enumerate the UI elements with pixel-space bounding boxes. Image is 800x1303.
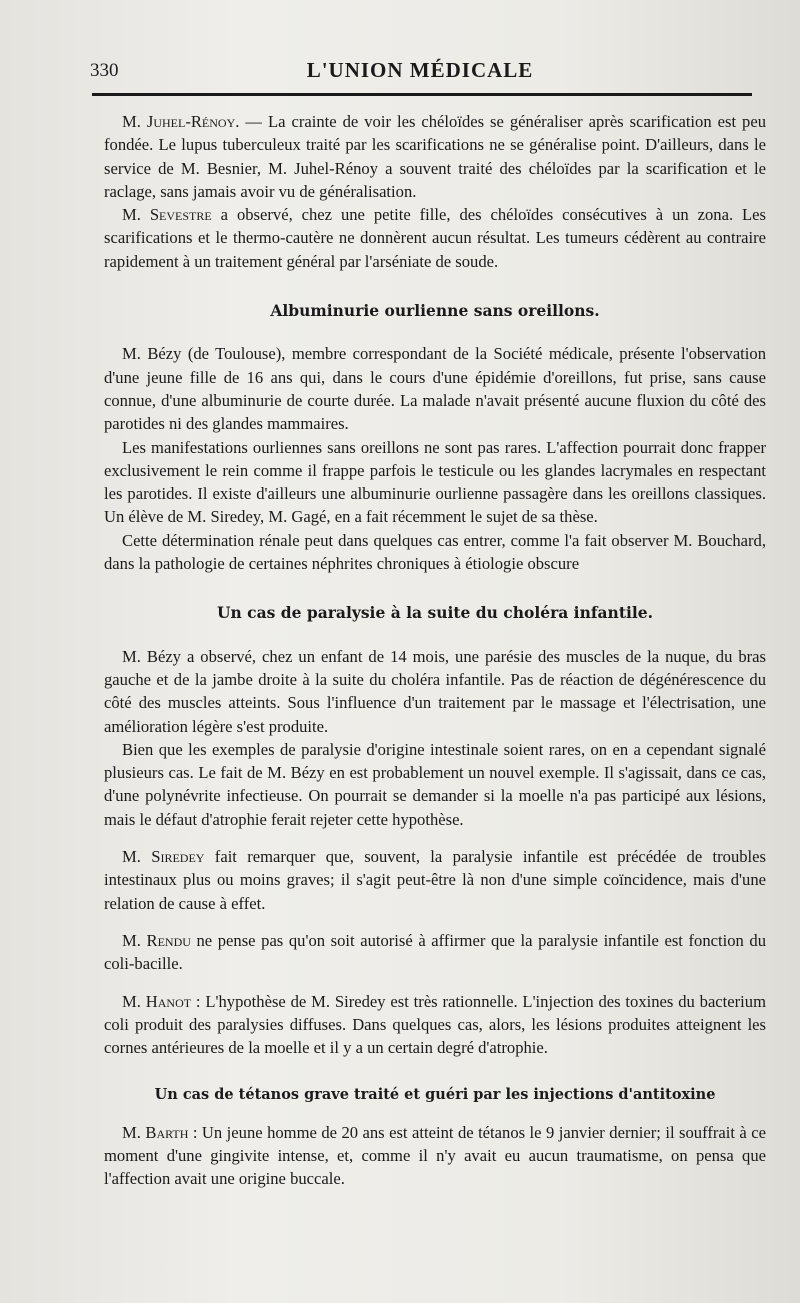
paragraph-text: fait remarquer que, souvent, la paralysie infantile est précédée de troubles intestinaux plus ou moins graves; il s'agit peut-être là non d'une simple coïncidence, mais d'une relation de cause à effet.: [104, 847, 766, 913]
paragraph-siredey: [104, 845, 766, 915]
paragraph-text: — La crainte de voir les chéloïdes se généraliser après scarification est peu fondée. Le lupus tuberculeux traité par les scarifications ne se généralise point. D'ailleurs, dans le service de M. Besnier, M. Juhel-Rénoy a souvent traité des chéloïdes par la scarification et le raclage, sans jamais avoir vu de généralisation.: [104, 112, 766, 201]
article-body: [104, 110, 766, 1191]
paragraph: M. Bézy a observé, chez un enfant de 14 mois, une parésie des muscles de la nuque, du bras gauche et de la jambe droite à la suite du choléra infantile. Pas de réaction de dégénérescence du côté des muscles atteints. Sous l'influence d'un traitement par le massage et l'électrisation, une amélioration légère s'est produite.: [104, 646, 766, 736]
paragraph: Bien que les exemples de paralysie d'origine intestinale soient rares, on en a cependant signalé plusieurs cas. Le fait de M. Bézy en est probablement un nouvel exemple. Il s'agissait, dans ce cas, d'une polynévrite infectieuse. On pourrait se demander si la moelle n'a pas participé aux lésions, mais le défaut d'atrophie ferait rejeter cette hypothèse.: [104, 739, 766, 829]
paragraph-rendu: [104, 929, 766, 976]
speaker-name: M. Juhel-Rénoy.: [122, 112, 240, 131]
section-title-albuminurie: Albuminurie ourlienne sans oreillons.: [270, 301, 600, 321]
running-head: L'UNION MÉDICALE: [306, 58, 534, 82]
paragraph-sevestre: [104, 203, 766, 273]
paragraph: Les manifestations ourliennes sans oreillons ne sont pas rares. L'affection pourrait donc frapper exclusivement le rein comme il frappe parfois le testicule ou les glandes lacrymales en respectant les parotides. Il existe d'ailleurs une albuminurie ourlienne passagère dans les oreillons classiques. Un élève de M. Siredey, M. Gagé, en a fait récemment le sujet de sa thèse.: [104, 437, 766, 527]
paragraph: Cette détermination rénale peut dans quelques cas entrer, comme l'a fait observer M. Bouchard, dans la pathologie de certaines néphrites chroniques à étiologie obscure: [104, 530, 766, 574]
speaker-name: M. Sevestre: [122, 205, 212, 225]
speaker-name: M. Rendu: [122, 930, 191, 950]
speaker-name: M. Barth: [122, 1122, 189, 1142]
speaker-name: M. Siredey: [122, 847, 205, 867]
paragraph: M. Bézy (de Toulouse), membre correspondant de la Société médicale, présente l'observation d'une jeune fille de 16 ans qui, dans le cours d'une épidémie d'oreillons, fut prise, sans cause connue, d'une albuminurie de courte durée. La malade n'avait présenté aucune fluxion du côté des parotides ni des glandes mammaires.: [104, 344, 766, 434]
paragraph-text: : L'hypothèse de M. Siredey est très rationnelle. L'injection des toxines du bacterium coli produit des paralysies diffuses. Dans quelques cas, alors, les lésions produites atteignent les cornes antérieures de la moelle et il y a un certain degré d'atrophie.: [104, 991, 766, 1058]
paragraph-hanot: [104, 990, 766, 1060]
paragraph-text: : Un jeune homme de 20 ans est atteint de tétanos le 9 janvier dernier; il souffrait à ce moment d'une gingivite intense, et, comme il n'y avait eu aucun traumatisme, on pensa que l'affection avait une origine buccale.: [104, 1122, 766, 1189]
page-header: [90, 58, 750, 88]
page-number: 330: [90, 60, 119, 81]
paragraph-juhel-renoy: [104, 110, 766, 203]
section-title-tetanos: Un cas de tétanos grave traité et guéri par les injections d'antitoxine: [154, 1086, 716, 1104]
speaker-name: M. Hanot: [122, 991, 192, 1011]
section-title-paralysie: Un cas de paralysie à la suite du choléra infantile.: [216, 603, 654, 623]
paragraph-text: a observé, chez une petite fille, des chéloïdes consécutives à un zona. Les scarifications et le thermo-cautère ne donnèrent aucun résultat. Les tumeurs cédèrent au contraire rapidement à un traitement général par l'arséniate de soude.: [104, 205, 766, 271]
paragraph-barth: [104, 1121, 766, 1191]
header-rule: [92, 93, 752, 96]
paragraph-text: ne pense pas qu'on soit autorisé à affirmer que la paralysie infantile est fonction du coli-bacille.: [104, 930, 766, 974]
